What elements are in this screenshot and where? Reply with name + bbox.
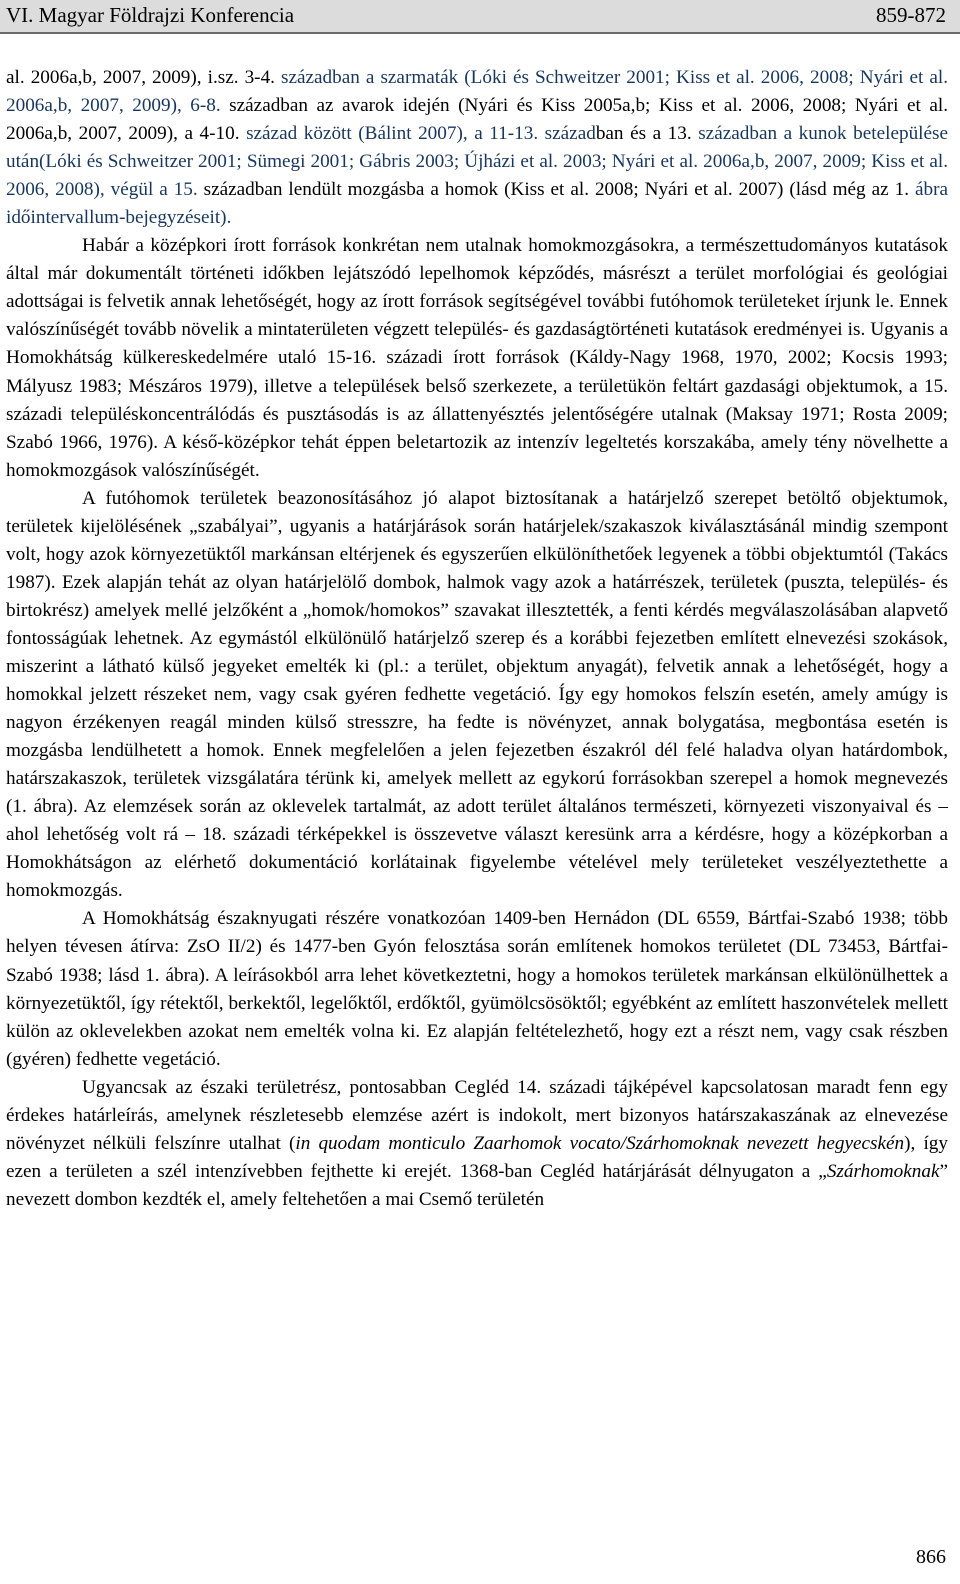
text-run: században az avarok idején (Nyári és Kiss 2005a,b; Kiss et al. 2006, 2008; Nyári et al. 2006a,b, 2007, 2009), a 4-10. [6,95,948,145]
reference-text: ábra időintervallum-bejegyzéseit). [6,179,948,229]
page-number: 866 [916,1546,946,1568]
text-run: A futóhomok területek beazonosításához jó alapot biztosítanak a határjelző szerepet betöltő objektumok, területek kijelölésének „szabályai”, ugyanis a határjárások során határjelek/szakaszok kiválasztásánál mindig szempont volt, hogy azok környezetüktől markánsan eltérjenek és egyszerűen elkülöníthetőek legyenek a többi objektumtól (Takács 1987). Ezek alapján tehát az olyan határjelölő dombok, halmok vagy azok a határrészek, területek (puszta, település- és birtokrész) amelyek mellé jelzőként a „homok/homokos” szavakat illesztették, a fenti kérdés megválaszolásában alapvető fontosságúak lehetnek. Az egymástól elkülönülő határjelző szerep és a korábbi fejezetben említett elnevezési szokások, miszerint a látható külső jegyeket emelték ki (pl.: a terület, objektum anyagát), felvetik annak a lehetőségét, hogy a homokkal jelzett részeket nem, vagy csak gyéren fedhette vegetáció. Így egy homokos felszín esetén, amely amúgy is nagyon érzékenyen reagál minden külső stresszre, ha fedte is növényzet, annak bolygatása, megbontása esetén is mozgásba lendülhetett a homok. Ennek megfelelően a jelen fejezetben északról dél felé haladva olyan határdombok, határszakaszok, területek vizsgálatára térünk ki, amelyek mellett az egykorú forrásokban szerepel a homok megnevezés (1. ábra). Az elemzések során az oklevelek tartalmát, az adott terület általános természeti, környezeti viszonyaival és ‒ ahol lehetőség volt rá ‒ 18. századi térképekkel is összevetve választ keresünk arra a kérdésre, hogy a középkorban a Homokhátságon az elérhető dokumentáció korlátainak figyelembe vételével mely területeket veszélyeztethette a homokmozgás. [6,487,948,902]
conference-title: VI. Magyar Földrajzi Konferencia [6,3,295,27]
paragraph [6,1074,948,1214]
body-text [6,64,948,1214]
text-run: al. 2006a,b, 2007, 2009), i.sz. 3-4. [6,67,282,88]
text-run: Habár a középkori írott források konkrétan nem utalnak homokmozgásokra, a természettudományos kutatások által már dokumentált történeti időkben lejátszódó lepelhomok képződés, másrészt a terület morfológiai és geológiai adottságai is felvetik annak lehetőségét, hogy az írott források segítségével további futóhomok területeket írjunk le. Ennek valószínűségét tovább növelik a mintaterületen végzett település- és gazdaságtörténeti kutatások eredményei is. Ugyanis a Homokhátság külkereskedelmére utaló 15-16. századi írott források (Káldy-Nagy 1968, 1970, 2002; Kocsis 1993; Mályusz 1983; Mészáros 1979), illetve a települések belső szerkezete, a területükön feltárt gazdasági objektumok, a 15. századi településkoncentrálódás és pusztásodás is az állattenyésztés jelentőségére utalnak (Maksay 1971; Rosta 2009; Szabó 1966, 1976). A késő-középkor tehát éppen beletartozik az intenzív legeltetés korszakába, amely tény növelhette a homokmozgások valószínűségét. [6,235,948,481]
text-run: ban és a 13. [595,123,699,145]
text-run: Ugyancsak az északi területrész, pontosabban Cegléd 14. századi tájképével kapcsolatosan maradt fenn egy érdekes határleírás, amelynek részletesebb elemzése azért is indokolt, mert bizonyos határszakaszának az elnevezése növényzet nélküli felszínre utalhat ( [6,1076,948,1154]
paragraph [6,905,948,1073]
paragraph [6,64,948,232]
paragraph [6,485,948,906]
text-run: A Homokhátság északnyugati részére vonatkozóan 1409-ben Hernádon (DL 6559, Bártfai-Szabó 1938; több helyen tévesen átírva: ZsO II/2) és 1477-ben Gyón felosztása során említenek homokos területet (DL 73453, Bártfai-Szabó 1938; lásd 1. ábra). A leírásokból arra lehet következtetni, hogy a homokos területek markánsan elkülönülhettek a környezetüktől, így rétektől, berkektől, legelőktől, erdőktől, gyümölcsösöktől; egyébként az említett haszonvételek mellett külön az oklevelekben azokat nem emelték volna ki. Ez alapján feltételezhető, hogy ezt a részt nem, vagy csak részben (gyéren) fedhette vegetáció. [6,908,948,1070]
paragraph [6,232,948,484]
text-run: században lendült mozgásba a homok (Kiss et al. 2008; Nyári et al. 2007) (lásd még az 1. [203,179,915,201]
text-run: ” nevezett dombon kezdték el, amely feltehetően a mai Csemő területén [6,1160,948,1210]
running-header [0,0,960,34]
italic-text: in quodam monticulo Zaarhomok vocato/Szárhomoknak nevezett hegyecskén [295,1132,905,1154]
page-range: 859-872 [876,3,946,27]
reference-text: században a kunok betelepülése után(Lóki és Schweitzer 2001; Sümegi 2001; Gábris 2003; Újházi et al. 2003; Nyári et al. 2006a,b, 2007, 2009; Kiss et al. 2006, 2008), végül a 15. [6,123,949,201]
italic-text: Szárhomoknak [826,1160,940,1182]
text-run: ), így ezen a területen a szél intenzívebben fejthette ki erejét. 1368-ban Cegléd határjárását délnyugaton a „ [6,1132,948,1182]
reference-text: század között (Bálint 2007), a 11-13. század [246,123,596,145]
reference-text: században a szarmaták (Lóki és Schweitzer 2001; Kiss et al. 2006, 2008; Nyári et al. 2006a,b, 2007, 2009), 6-8. [6,67,948,117]
